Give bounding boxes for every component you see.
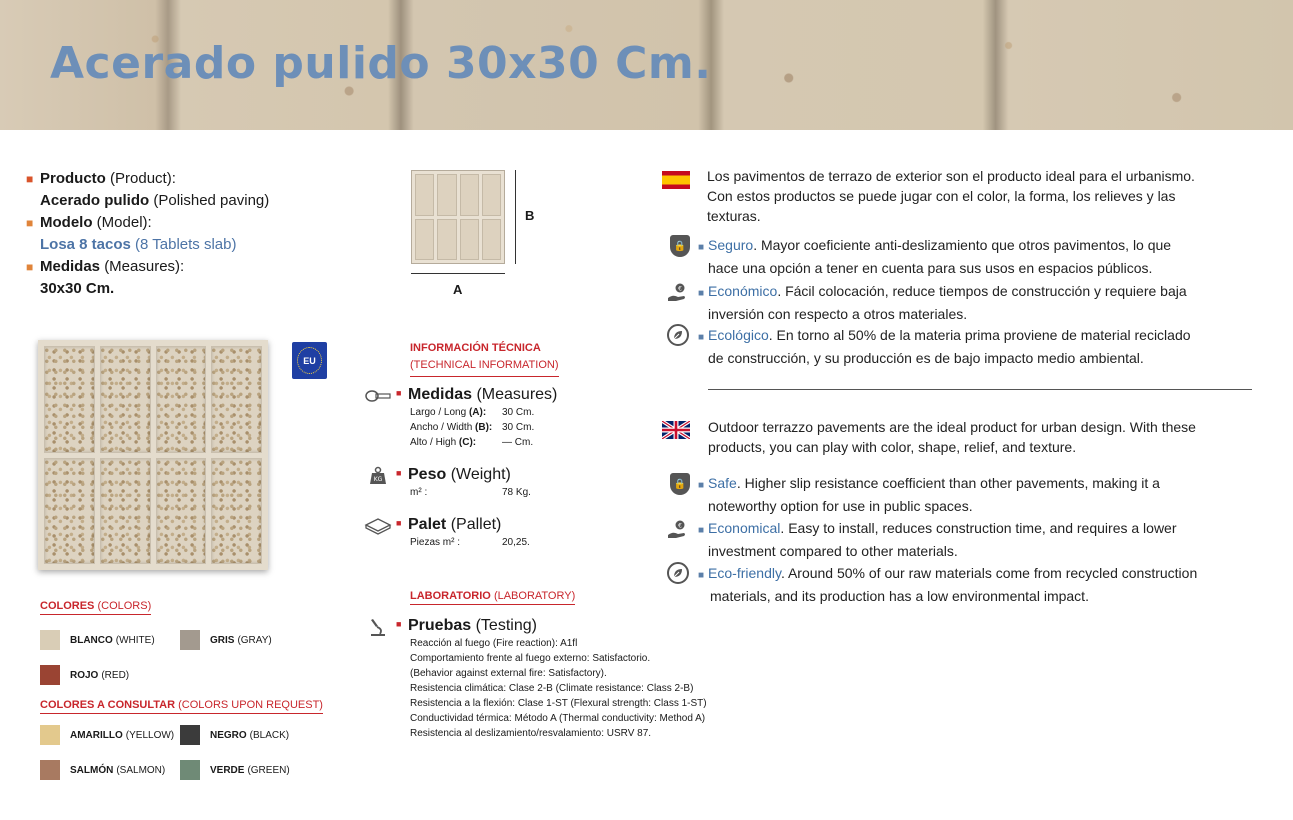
product-label-en: (Product): [110, 170, 176, 187]
es-economic-line: . Fácil colocación, reduce tiempos de construcción y requiere baja [777, 283, 1187, 299]
weight-title: Peso [408, 466, 447, 483]
bullet-icon: ■ [698, 570, 705, 581]
tape-measure-icon [360, 386, 396, 406]
es-intro-line: Con estos productos se puede jugar con el color, la forma, los relieves y las [707, 188, 1176, 204]
es-safe [698, 235, 1171, 278]
en-intro-line: products, you can play with color, shape, relief, and texture. [708, 439, 1077, 455]
es-safe-line: . Mayor coeficiente anti-deslizamiento que otros pavimentos, lo que [753, 237, 1172, 253]
test-line: Conductividad térmica: Método A (Thermal conductivity: Method A) [410, 713, 706, 724]
weight-value: 78 Kg. [502, 487, 531, 498]
header-banner [0, 0, 1293, 130]
colors-heading-es: COLORES [40, 600, 95, 612]
color-item-salmon [40, 760, 165, 780]
product-tile-image [38, 340, 268, 570]
microscope-icon [360, 617, 396, 637]
bullet-icon: ■ [698, 480, 705, 491]
bullet-icon: ■ [396, 619, 402, 629]
model-row [26, 212, 356, 234]
es-ecological-title: Ecológico [708, 327, 769, 343]
colors-request-heading-en: (COLORS UPON REQUEST) [178, 699, 323, 711]
measure-key: Largo / Long [410, 407, 469, 418]
pallet-key: Piezas m² : [410, 537, 461, 548]
color-name: VERDE [210, 764, 245, 776]
es-economic [698, 281, 1187, 324]
en-eco-friendly-title: Eco-friendly [708, 565, 781, 581]
colors-heading-en: (COLORS) [97, 600, 152, 612]
measures-row [26, 256, 356, 278]
test-line: Reacción al fuego (Fire reaction): A1fl [410, 638, 578, 649]
colors-heading [40, 600, 151, 615]
model-value: Losa 8 tacos [40, 236, 131, 253]
color-name: SALMÓN [70, 764, 114, 776]
hand-coin-icon [666, 518, 690, 542]
svg-text:€: € [678, 522, 682, 530]
en-economical [698, 518, 1177, 561]
shield-lock-icon: 🔒 [670, 473, 690, 495]
test-line: Resistencia a la flexión: Clase 1-ST (Flexural strength: Class 1-ST) [410, 698, 707, 709]
tech-info-heading-es: INFORMACIÓN TÉCNICA [410, 342, 541, 354]
weight-key: m² : [410, 487, 428, 498]
tech-tests [360, 617, 537, 637]
bullet-icon: ■ [26, 172, 34, 186]
measure-row-high [410, 437, 533, 448]
en-eco-friendly [698, 563, 1197, 606]
eu-badge [292, 342, 327, 379]
color-swatch [180, 725, 200, 745]
es-ecological-line: . En torno al 50% de la materia prima proviene de material reciclado [768, 327, 1191, 343]
color-item-white [40, 630, 155, 650]
weight-title-en: (Weight) [450, 466, 511, 483]
color-name: BLANCO [70, 634, 113, 646]
divider [708, 389, 1252, 390]
test-line: (Behavior against external fire: Satisfactory). [410, 668, 607, 679]
spain-flag-icon [662, 171, 690, 189]
en-economical-title: Economical [708, 520, 781, 536]
en-intro-line: Outdoor terrazzo pavements are the ideal product for urban design. With these [708, 419, 1196, 435]
bullet-icon: ■ [698, 288, 705, 299]
colors-request-heading [40, 699, 323, 714]
es-intro [707, 166, 1195, 226]
product-value: Acerado pulido [40, 192, 150, 209]
measures-value-row [26, 278, 356, 300]
product-label: Producto [40, 170, 106, 187]
measure-key: Ancho / Width [410, 422, 476, 433]
es-intro-line: texturas. [707, 208, 761, 224]
tech-info-heading-en: (TECHNICAL INFORMATION) [410, 359, 559, 371]
bullet-icon: ■ [698, 242, 705, 253]
color-swatch [40, 630, 60, 650]
measure-row-width [410, 422, 534, 433]
en-safe-line: noteworthy option for use in public spaces. [708, 498, 973, 514]
measures-label: Medidas [40, 258, 101, 275]
svg-text:KG: KG [373, 476, 383, 483]
color-item-yellow [40, 725, 174, 745]
measure-row-long [410, 407, 534, 418]
product-value-row [26, 190, 356, 212]
tile-diagram-image [411, 170, 505, 264]
uk-flag-icon [662, 421, 690, 439]
color-name: GRIS [210, 634, 235, 646]
test-line: Resistencia climática: Clase 2-B (Climate resistance: Class 2-B) [410, 683, 694, 694]
color-swatch [40, 725, 60, 745]
weight-row [410, 487, 531, 498]
color-item-black [180, 725, 289, 745]
color-name-en: (SALMON) [116, 764, 166, 776]
laboratory-heading-es: LABORATORIO [410, 590, 491, 602]
dimension-line-a [411, 273, 505, 274]
pallet-icon [360, 516, 396, 536]
leaf-icon [667, 324, 689, 346]
eu-badge-label: EU [303, 355, 316, 366]
color-name-en: (RED) [101, 669, 130, 681]
model-label-en: (Model): [96, 214, 152, 231]
bullet-icon: ■ [396, 468, 402, 478]
color-name: NEGRO [210, 729, 247, 741]
color-swatch [180, 630, 200, 650]
es-economic-title: Económico [708, 283, 778, 299]
hand-coin-icon [666, 281, 690, 305]
product-row [26, 168, 356, 190]
bullet-icon: ■ [396, 388, 402, 398]
measure-value: 30 Cm. [502, 407, 535, 418]
tech-pallet [360, 516, 501, 536]
color-name: ROJO [70, 669, 99, 681]
en-eco-friendly-line: materials, and its production has a low environmental impact. [710, 588, 1089, 604]
page-title: Acerado pulido 30x30 Cm. [50, 38, 712, 89]
color-item-red [40, 665, 129, 685]
color-name-en: (GRAY) [237, 634, 272, 646]
en-safe [698, 473, 1160, 516]
dimension-line-b [515, 170, 516, 264]
color-name-en: (YELLOW) [125, 729, 175, 741]
en-safe-line: . Higher slip resistance coefficient than other pavements, making it a [736, 475, 1160, 491]
test-line: Resistencia al deslizamiento/resvalamiento: USRV 87. [410, 728, 652, 739]
model-value-en: (8 Tablets slab) [135, 236, 237, 253]
en-eco-friendly-line: . Around 50% of our raw materials come from recycled construction [780, 565, 1198, 581]
color-item-gray [180, 630, 272, 650]
color-name-en: (WHITE) [115, 634, 155, 646]
bullet-icon: ■ [26, 260, 34, 274]
en-safe-title: Safe [708, 475, 737, 491]
measure-key: Alto / High [410, 437, 459, 448]
bullet-icon: ■ [26, 216, 34, 230]
leaf-icon [667, 562, 689, 584]
pallet-title-en: (Pallet) [450, 516, 502, 533]
model-label: Modelo [40, 214, 93, 231]
measure-value: — Cm. [502, 437, 534, 448]
tech-measures [360, 386, 557, 406]
es-intro-line: Los pavimentos de terrazo de exterior son el producto ideal para el urbanismo. [707, 168, 1195, 184]
en-economical-line: investment compared to other materials. [708, 543, 958, 559]
es-economic-line: inversión con respecto a otros materiales. [708, 306, 968, 322]
color-name-en: (BLACK) [249, 729, 290, 741]
measure-value: 30 Cm. [502, 422, 535, 433]
measures-value: 30x30 Cm. [40, 280, 115, 297]
es-safe-title: Seguro [708, 237, 754, 253]
measure-key-code: (C): [458, 437, 477, 448]
dimension-label-b: B [525, 208, 535, 223]
tests-title-en: (Testing) [475, 617, 537, 634]
measure-key-code: (A): [468, 407, 487, 418]
tech-info-heading [410, 340, 559, 377]
color-name: AMARILLO [70, 729, 123, 741]
bullet-icon: ■ [698, 525, 705, 536]
en-economical-line: . Easy to install, reduces construction time, and requires a lower [780, 520, 1177, 536]
color-swatch [40, 760, 60, 780]
bullet-icon: ■ [698, 332, 705, 343]
bullet-icon: ■ [396, 518, 402, 528]
laboratory-heading-en: (LABORATORY) [493, 590, 576, 602]
product-value-en: (Polished paving) [153, 192, 270, 209]
pallet-row [410, 537, 530, 548]
measure-key-code: (B): [475, 422, 493, 433]
tile-dimension-diagram [408, 168, 538, 298]
measures-label-en: (Measures): [104, 258, 185, 275]
color-swatch [40, 665, 60, 685]
colors-request-heading-es: COLORES A CONSULTAR [40, 699, 176, 711]
color-swatch [180, 760, 200, 780]
es-ecological-line: de construcción, y su producción es de bajo impacto medio ambiental. [708, 350, 1144, 366]
laboratory-heading [410, 590, 575, 605]
model-value-row [26, 234, 356, 256]
tests-title: Pruebas [408, 617, 472, 634]
weight-icon [360, 466, 396, 486]
measures-title: Medidas [408, 386, 473, 403]
en-intro [708, 417, 1196, 457]
color-item-green [180, 760, 290, 780]
product-info [26, 168, 356, 300]
es-safe-line: hace una opción a tener en cuenta para sus usos en espacios públicos. [708, 260, 1153, 276]
measures-title-en: (Measures) [476, 386, 558, 403]
test-line: Comportamiento frente al fuego externo: Satisfactorio. [410, 653, 651, 664]
shield-lock-icon: 🔒 [670, 235, 690, 257]
pallet-title: Palet [408, 516, 447, 533]
es-ecological [698, 325, 1191, 368]
dimension-label-a: A [453, 282, 463, 297]
color-name-en: (GREEN) [247, 764, 290, 776]
tech-weight [360, 466, 511, 486]
svg-text:€: € [678, 285, 682, 293]
pallet-value: 20,25. [502, 537, 530, 548]
